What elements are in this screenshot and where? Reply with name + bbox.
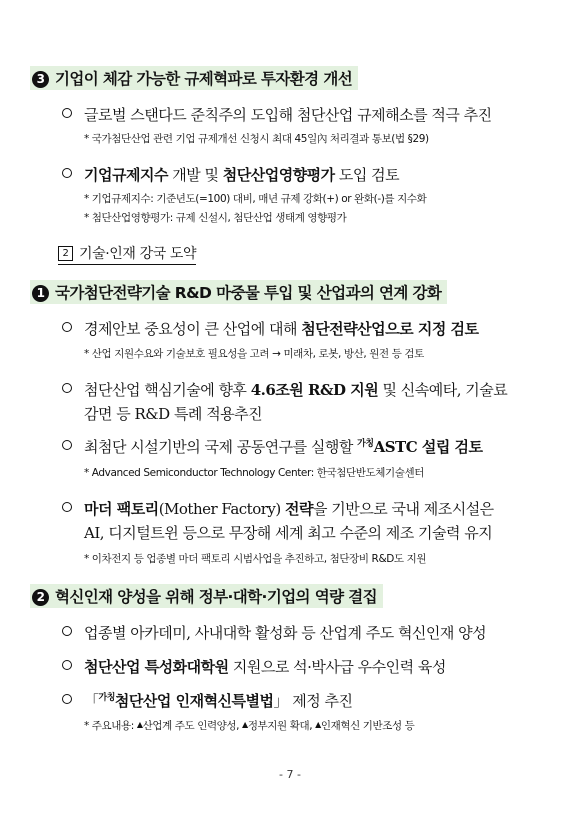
note	[84, 718, 414, 733]
note: * 이차전지 등 업종별 마더 팩토리 시범사업을 추진하고, 첨단장비 R&D도 지원	[84, 553, 427, 565]
note: * 기업규제지수: 기준년도(=100) 대비, 매년 규제 강화(+) or 완화(-)를 지수화	[84, 193, 427, 205]
bracket-open: 「	[84, 692, 99, 710]
item-text-bold: 기업규제지수	[84, 166, 168, 184]
item-text-bold: 4.6조원 R&D 지원	[250, 381, 379, 399]
list-item	[62, 104, 492, 125]
chapter-header	[58, 243, 196, 265]
triangle-icon: ▲	[136, 720, 143, 729]
note-label: * 주요내용:	[84, 720, 137, 732]
list-item	[62, 164, 399, 185]
list-item	[62, 498, 494, 519]
bullet-icon	[62, 502, 72, 512]
item-text: 개발 및	[167, 166, 223, 184]
page-number: - 7 -	[279, 768, 301, 781]
section-title: 국가첨단전략기술 R&D 마중물 투입 및 산업과의 연계 강화	[55, 284, 442, 302]
item-text-bold: 마더 팩토리	[84, 500, 159, 518]
item-text-bold: ASTC 설립 검토	[373, 438, 483, 456]
section-title: 혁신인재 양성을 위해 정부·대학·기업의 역량 결집	[55, 588, 378, 606]
item-text-bold: 전략	[285, 500, 313, 518]
item-text: 및 신속예타, 기술료	[378, 381, 508, 399]
number-badge: 1	[32, 285, 49, 302]
item-text: 첨단산업 핵심기술에 향후	[84, 381, 251, 399]
item-text: 경제안보 중요성이 큰 산업에 대해	[84, 320, 302, 338]
item-text: 을 기반으로 국내 제조시설은	[312, 500, 494, 518]
bullet-icon	[62, 694, 72, 704]
note: * 첨단산업영향평가: 규제 신설시, 첨단산업 생태계 영향평가	[84, 212, 347, 224]
triangle-icon: ▲	[315, 720, 321, 729]
item-text: 도입 검토	[334, 166, 400, 184]
bullet-icon	[62, 322, 72, 332]
item-text: 지원으로 석·박사급 우수인력 육성	[228, 658, 446, 676]
bullet-icon	[62, 168, 72, 178]
bullet-icon	[62, 383, 72, 393]
section-header-rnd	[30, 280, 447, 304]
bullet-icon	[62, 108, 72, 118]
tentative-mark: 가칭	[357, 439, 374, 449]
item-continuation: 감면 등 R&D 특례 적용추진	[84, 405, 263, 423]
item-text: 」 제정 추진	[273, 692, 353, 710]
item-text-bold: 첨단산업영향평가	[222, 166, 335, 184]
bullet-icon	[62, 440, 72, 450]
item-text: 최첨단 시설기반의 국제 공동연구를 실행할	[84, 438, 358, 456]
item-continuation: AI, 디지털트윈 등으로 무장해 세계 최고 수준의 제조 기술력 유지	[84, 524, 493, 542]
bullet-icon	[62, 626, 72, 636]
item-text-bold: 첨단산업 인재혁신특별법	[114, 692, 274, 710]
chapter-number: 2	[58, 246, 73, 261]
section-header-talent	[30, 584, 383, 608]
tentative-mark: 가칭	[98, 693, 115, 703]
list-item	[62, 656, 446, 677]
note: * 국가첨단산업 관련 기업 규제개선 신청시 최대 45일內 처리결과 통보(법 §29)	[84, 133, 429, 145]
note: * Advanced Semiconductor Technology Center: 한국첨단반도체기술센터	[84, 467, 424, 479]
note: * 산업 지원수요와 기술보호 필요성을 고려 → 미래차, 로봇, 방산, 원전 등 검토	[84, 348, 424, 360]
triangle-icon: ▲	[242, 720, 248, 729]
item-text-bold: 첨단산업 특성화대학원	[84, 658, 229, 676]
list-item	[62, 690, 353, 711]
list-item	[62, 318, 479, 339]
note-part: 산업계 주도 인력양성,	[142, 720, 243, 732]
item-text: (Mother Factory)	[158, 500, 285, 518]
bullet-icon	[62, 660, 72, 670]
item-text-bold: 첨단전략산업으로 지정 검토	[301, 320, 479, 338]
list-item	[62, 622, 486, 643]
list-item	[62, 436, 483, 457]
note-part: 정부지원 확대,	[247, 720, 316, 732]
note-part: 인재혁신 기반조성 등	[320, 720, 415, 732]
chapter-title: 기술·인재 강국 도약	[79, 246, 197, 262]
item-text: 글로벌 스탠다드 준칙주의 도입해 첨단산업 규제해소를 적극 추진	[84, 106, 492, 124]
number-badge: 3	[32, 71, 49, 88]
item-text: 업종별 아카데미, 사내대학 활성화 등 산업계 주도 혁신인재 양성	[84, 624, 487, 642]
list-item	[62, 379, 507, 400]
number-badge: 2	[32, 589, 49, 606]
section-header-regulation	[30, 66, 358, 90]
section-title: 기업이 체감 가능한 규제혁파로 투자환경 개선	[55, 70, 353, 88]
